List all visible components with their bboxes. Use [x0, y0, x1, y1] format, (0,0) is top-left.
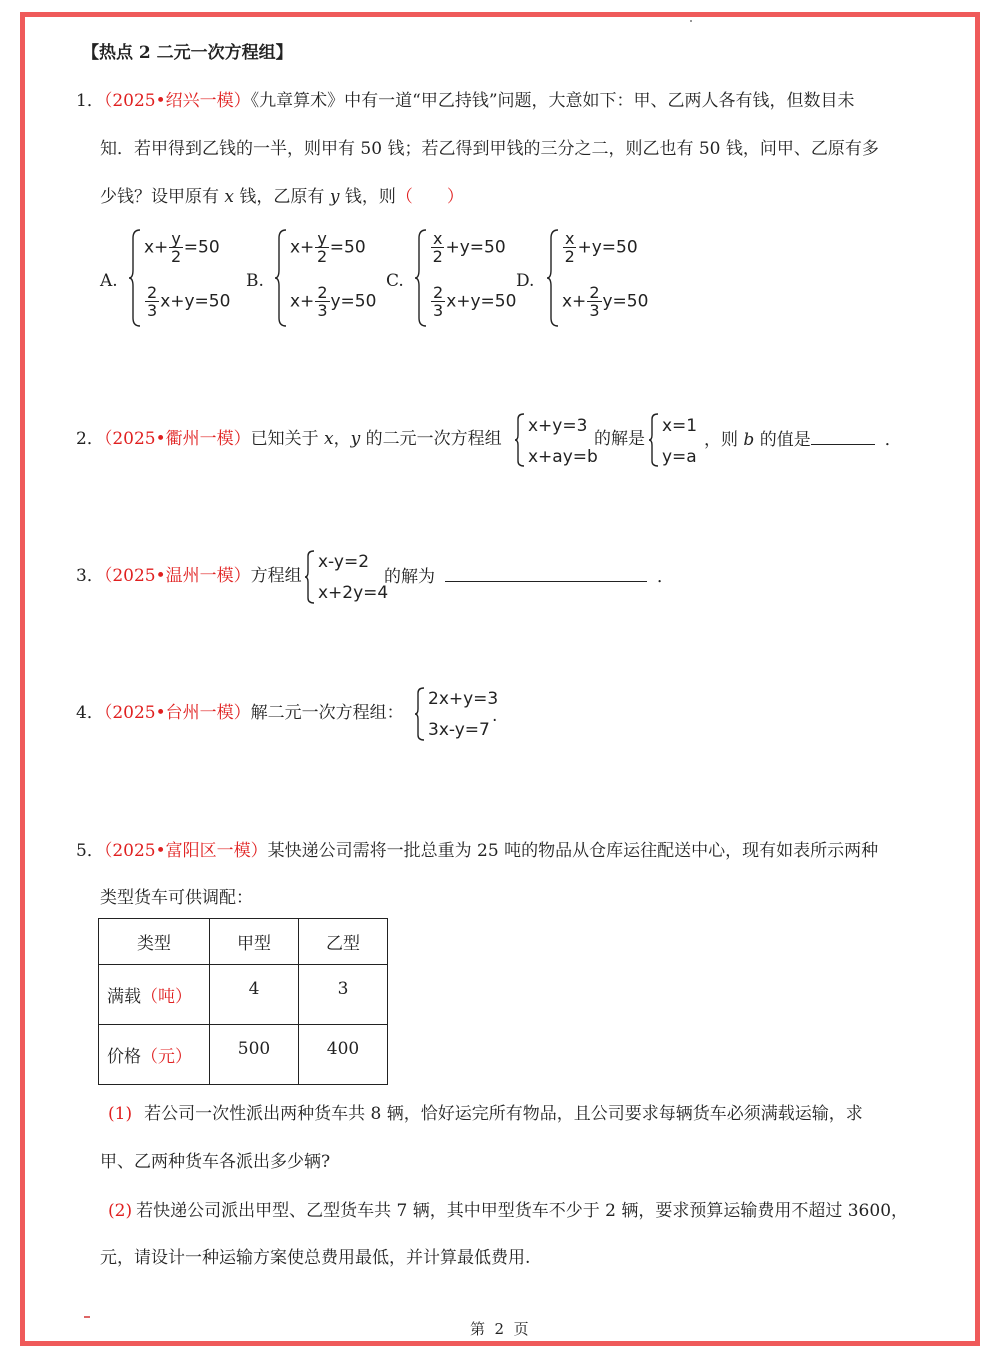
equation: x+2y=4	[318, 583, 389, 603]
question-source: （2025•衢州一模）	[103, 429, 251, 449]
sub-question-1-line-1	[108, 1103, 863, 1125]
fraction: $\frac{2}{3}$	[589, 283, 600, 320]
question-text: 若公司一次性派出两种货车共 8 辆，恰好运完所有物品，且公司要求每辆货车必须满载运输，求	[144, 1104, 863, 1124]
brace-icon	[648, 412, 660, 468]
question-5-line-1	[76, 840, 878, 862]
sub-question-1-line-2: 甲、乙两种货车各派出多少辆?	[100, 1152, 331, 1172]
eq-part: x+	[562, 291, 587, 312]
variable-y: y	[350, 429, 361, 449]
eq-part: y=50	[602, 291, 649, 312]
speck	[690, 20, 692, 22]
table-cell: 400	[299, 1025, 388, 1085]
question-3-line	[76, 565, 302, 587]
table-row-label	[99, 1025, 210, 1085]
table-row-label	[99, 965, 210, 1025]
question-source: （2025•台州一模）	[103, 703, 251, 723]
table-header: 甲型	[210, 919, 299, 965]
question-number: 2．	[76, 429, 104, 449]
question-4-line	[76, 702, 404, 724]
sub-question-2-line-2: 元，请设计一种运输方案使总费用最低，并计算最低费用.	[100, 1248, 531, 1268]
separator: ，	[333, 429, 351, 449]
option-c-system	[414, 228, 524, 328]
q3-system	[304, 549, 388, 605]
variable-y: y	[329, 187, 340, 207]
table-header-row	[99, 919, 388, 965]
question-text: 钱，乙原有	[234, 187, 330, 207]
fraction: $\frac{y}{2}$	[316, 229, 328, 266]
question-1-line-1	[76, 90, 855, 112]
question-source: （2025•富阳区一模）	[103, 841, 268, 861]
question-text: 的解为	[384, 567, 435, 587]
question-number: 1．	[76, 91, 104, 111]
row-unit: （吨）	[141, 987, 192, 1007]
question-text: 钱，则	[339, 187, 396, 207]
brace-icon	[304, 549, 316, 605]
equation: x-y=2	[318, 552, 370, 572]
option-b-system	[274, 228, 384, 328]
table-row	[99, 965, 388, 1025]
footer-mark	[84, 1316, 90, 1318]
fraction: $\frac{2}{3}$	[433, 283, 444, 320]
option-c-label[interactable]: C.	[386, 271, 404, 291]
fraction: $\frac{2}{3}$	[317, 283, 328, 320]
question-number: 3．	[76, 566, 104, 586]
q2-text-d	[704, 428, 902, 451]
question-text: 少钱？设甲原有	[100, 187, 225, 207]
answer-blank[interactable]	[811, 428, 875, 445]
option-b-label[interactable]: B.	[246, 271, 264, 291]
page-border	[20, 12, 980, 1346]
brace-icon	[274, 228, 288, 328]
brace-icon	[414, 228, 428, 328]
question-1-line-2: 知．若甲得到乙钱的一半，则甲有 50 钱；若乙得到甲钱的三分之二，则乙也有 50 钱，问甲、乙原有多	[100, 139, 879, 159]
fraction: $\frac{x}{2}$	[564, 229, 575, 266]
option-a-label[interactable]: A.	[100, 271, 118, 291]
answer-blank[interactable]	[445, 565, 647, 582]
equation: 3x-y=7	[428, 720, 490, 740]
question-1-line-3	[100, 186, 464, 208]
table-cell: 3	[299, 965, 388, 1025]
question-text: 的值是	[754, 430, 811, 450]
end-mark: ．	[884, 430, 902, 450]
equation: x+y=3	[528, 416, 588, 436]
option-d-label[interactable]: D.	[516, 271, 535, 291]
option-d-system	[546, 228, 666, 328]
end-mark: ．	[657, 567, 674, 587]
eq-part: +y=50	[577, 237, 638, 258]
eq-part: +y=50	[445, 237, 506, 258]
question-text: 若快递公司派出甲型、乙型货车共 7 辆，其中甲型货车不少于 2 辆，要求预算运输费用不超过 3600，	[136, 1201, 909, 1221]
q2-system-2	[648, 412, 708, 468]
question-number: 5．	[76, 841, 104, 861]
question-text: 《九章算术》中有一道“甲乙持钱”问题，大意如下：甲、乙两人各有钱，但数目未	[250, 91, 855, 111]
table-header: 类型	[99, 919, 210, 965]
variable-b: b	[743, 430, 755, 450]
eq-part: x+	[290, 237, 315, 258]
question-source: （2025•绍兴一模）	[103, 91, 251, 111]
variable-x: x	[224, 187, 234, 207]
table-row	[99, 1025, 388, 1085]
brace-icon	[128, 228, 142, 328]
fraction: $\frac{x}{2}$	[432, 229, 443, 266]
q4-system	[414, 686, 504, 742]
q2-system-1	[514, 412, 598, 468]
question-text: ，则	[704, 430, 744, 450]
row-label: 价格	[107, 1047, 141, 1067]
question-text: 方程组	[250, 566, 302, 586]
row-label: 满载	[107, 987, 141, 1007]
eq-part: x+	[144, 237, 169, 258]
fraction: $\frac{2}{3}$	[147, 283, 158, 320]
end-mark: .	[492, 706, 498, 726]
brace-icon	[414, 686, 426, 742]
eq-part: x+y=50	[446, 291, 517, 312]
equation: 2x+y=3	[428, 689, 499, 709]
question-5-line-2: 类型货车可供调配：	[100, 888, 253, 908]
q2-text-c: 的解是	[594, 429, 645, 449]
equation: y=a	[662, 447, 697, 467]
table-cell: 500	[210, 1025, 299, 1085]
equation: x+ay=b	[528, 447, 598, 467]
equation: x=1	[662, 416, 698, 436]
question-text: 的二元一次方程组	[360, 429, 502, 449]
eq-part: x+	[290, 291, 315, 312]
sub-question-tag: (2)	[108, 1201, 133, 1221]
truck-table	[98, 918, 388, 1085]
eq-part: y=50	[330, 291, 377, 312]
question-text: 已知关于	[250, 429, 325, 449]
brace-icon	[546, 228, 560, 328]
row-unit: （元）	[141, 1047, 192, 1067]
section-title: 【热点 2 二元一次方程组】	[82, 43, 293, 63]
table-cell: 4	[210, 965, 299, 1025]
answer-bracket: （ ）	[395, 187, 464, 207]
question-text: 解二元一次方程组：	[250, 703, 404, 723]
brace-icon	[514, 412, 526, 468]
question-number: 4．	[76, 703, 104, 723]
eq-part: x+y=50	[160, 291, 231, 312]
sub-question-2-line-1	[108, 1200, 908, 1222]
table-header: 乙型	[299, 919, 388, 965]
variable-x: x	[324, 429, 334, 449]
q3-text-b	[384, 565, 674, 588]
sub-question-tag: (1)	[108, 1104, 133, 1124]
eq-part: =50	[183, 237, 220, 258]
question-text: 某快递公司需将一批总重为 25 吨的物品从仓库运往配送中心，现有如表所示两种	[267, 841, 879, 861]
option-a-system	[128, 228, 238, 328]
page-number: 第 2 页	[470, 1320, 529, 1338]
eq-part: =50	[329, 237, 366, 258]
question-source: （2025•温州一模）	[103, 566, 251, 586]
fraction: $\frac{y}{2}$	[170, 229, 182, 266]
question-2-line-1a	[76, 428, 502, 450]
